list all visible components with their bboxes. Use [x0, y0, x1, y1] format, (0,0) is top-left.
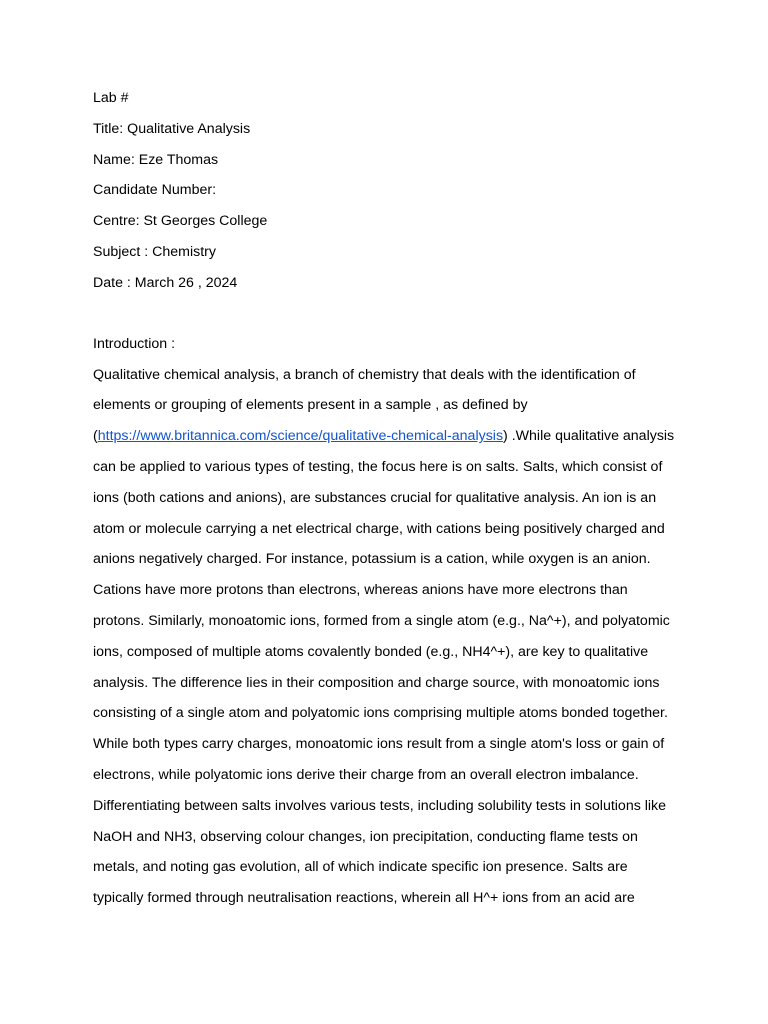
document-body: [93, 83, 693, 914]
link-suffix: ) .While qualitative analysis: [503, 428, 675, 445]
paragraph-line: NaOH and NH3, observing colour changes, ion precipitation, conducting flame tests on: [93, 828, 638, 845]
link-prefix: (: [93, 428, 98, 445]
paragraph-line: Differentiating between salts involves various tests, including solubility tests in solutions like: [93, 797, 667, 814]
paragraph-line: electrons, while polyatomic ions derive their charge from an overall electron imbalance.: [93, 766, 639, 783]
paragraph-line: typically formed through neutralisation reactions, wherein all H^+ ions from an acid are: [93, 890, 635, 907]
centre: Centre: St Georges College: [93, 213, 268, 230]
paragraph-line: anions negatively charged. For instance, potassium is a cation, while oxygen is an anion.: [93, 551, 651, 568]
spacer: [93, 299, 693, 329]
paragraph-line: elements or grouping of elements present in a sample , as defined by: [93, 397, 528, 414]
britannica-link[interactable]: https://www.britannica.com/science/qualitative-chemical-analysis: [97, 428, 504, 445]
paragraph-line: ions (both cations and anions), are substances crucial for qualitative analysis. An ion is an: [93, 489, 657, 506]
paragraph-line: can be applied to various types of testing, the focus here is on salts. Salts, which consist of: [93, 458, 663, 475]
paragraph-line: metals, and noting gas evolution, all of which indicate specific ion presence. Salts are: [93, 859, 628, 876]
paragraph-line: protons. Similarly, monoatomic ions, formed from a single atom (e.g., Na^+), and polyatomic: [93, 612, 670, 629]
student-name: Name: Eze Thomas: [93, 151, 219, 168]
introduction-heading: Introduction :: [93, 335, 176, 352]
paragraph-line-with-link: [93, 421, 693, 452]
paragraph-line: atom or molecule carrying a net electrical charge, with cations being positively charged and: [93, 520, 665, 537]
paragraph-line: Qualitative chemical analysis, a branch of chemistry that deals with the identification of: [93, 366, 636, 383]
paragraph-line: While both types carry charges, monoatomic ions result from a single atom's loss or gain of: [93, 736, 665, 753]
report-title: Title: Qualitative Analysis: [93, 120, 251, 137]
subject: Subject : Chemistry: [93, 243, 216, 260]
date: Date : March 26 , 2024: [93, 274, 238, 291]
lab-number: Lab #: [93, 90, 129, 106]
paragraph-line: analysis. The difference lies in their composition and charge source, with monoatomic ions: [93, 674, 660, 691]
paragraph-line: consisting of a single atom and polyatomic ions comprising multiple atoms bonded together.: [93, 705, 668, 722]
paragraph-line: ions, composed of multiple atoms covalently bonded (e.g., NH4^+), are key to qualitative: [93, 643, 649, 660]
candidate-number: Candidate Number:: [93, 182, 217, 199]
paragraph-line: Cations have more protons than electrons, whereas anions have more electrons than: [93, 582, 628, 599]
